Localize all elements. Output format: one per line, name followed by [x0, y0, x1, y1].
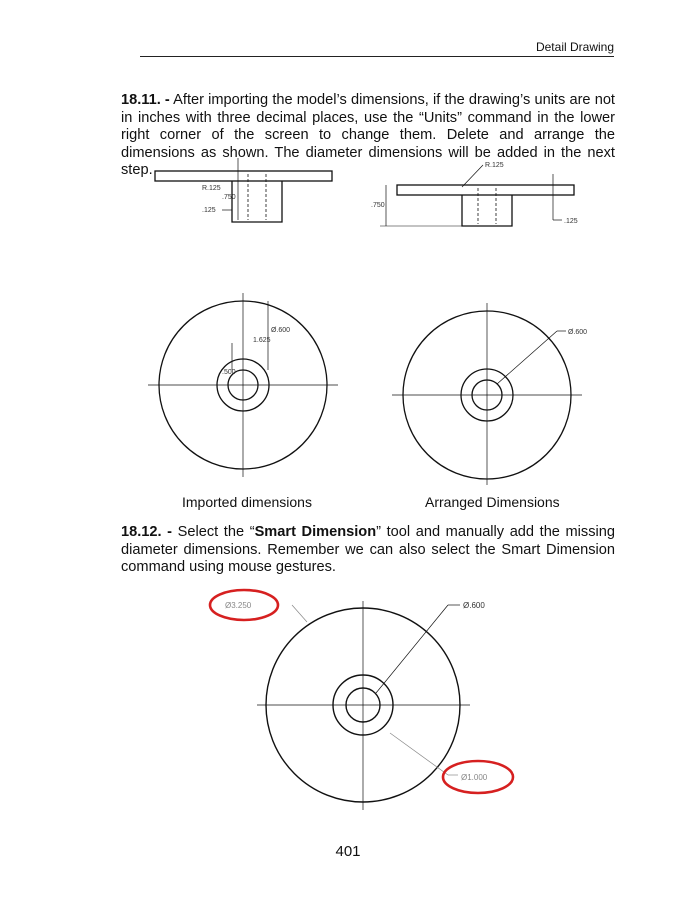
dim-top-left-d2: 1.625 [253, 337, 271, 344]
step-18-12-text-a: Select the “ [172, 524, 255, 540]
dim-bottom-mid: Ø1.000 [461, 773, 488, 782]
dim-left-r: R.125 [202, 185, 221, 192]
step-18-12-text-b: ” tool and manually add the missing diameter dimensions. Remember we can also select the Smart Dimension command using mouse gestures. [121, 524, 615, 575]
step-18-12-number: 18.12. - [121, 524, 173, 540]
dim-top-right-d1: Ø.600 [568, 329, 588, 336]
side-view-arranged [380, 165, 574, 226]
dim-right-h1: .750 [371, 202, 385, 209]
dim-right-h2: .125 [564, 218, 578, 225]
dim-leader-3250-bottom [292, 605, 307, 622]
top-view-arranged [392, 303, 582, 485]
dim-leader-right-radius [462, 165, 483, 187]
dim-left-h1: .750 [222, 194, 236, 201]
dim-leader-1000-bottom [390, 733, 448, 775]
step-18-12-paragraph [121, 524, 615, 577]
running-header [140, 40, 614, 57]
flange-outline-left [155, 171, 332, 181]
hub-outline-right [462, 195, 512, 226]
step-18-12-bold: Smart Dimension [254, 524, 377, 540]
dim-top-left-d1: Ø.600 [271, 327, 291, 334]
header-title: Detail Drawing [535, 40, 614, 54]
dim-top-left-d3: .500 [222, 369, 236, 376]
figure-bottom-view [0, 585, 696, 820]
dim-right-r: R.125 [485, 162, 504, 169]
dim-leader-600-right [497, 331, 557, 384]
figure-top-views [0, 285, 696, 485]
hub-outline-left [232, 181, 282, 222]
caption-imported: Imported dimensions [182, 494, 312, 510]
side-view-imported [155, 158, 332, 222]
flange-outline-right [397, 185, 574, 195]
dim-bottom-outer: Ø3.250 [225, 601, 252, 610]
dim-bottom-inner: Ø.600 [463, 601, 485, 610]
caption-arranged: Arranged Dimensions [425, 494, 560, 510]
step-18-11-number: 18.11. - [121, 92, 170, 108]
top-view-imported [148, 293, 338, 477]
step-18-11-text: After importing the model’s dimensions, if the drawing’s units are not in inches with three decimal places, use the “Units” command in the lower right corner of the screen to change them. Delete and arrange the dimensions as shown. The diameter dimensions will be added in the next step. [121, 92, 615, 178]
dim-left-h2: .125 [202, 207, 216, 214]
figure-side-views [0, 150, 696, 260]
page-number: 401 [335, 843, 361, 860]
dim-leader-600-bottom [376, 605, 448, 693]
bottom-view-drawing [257, 601, 470, 810]
